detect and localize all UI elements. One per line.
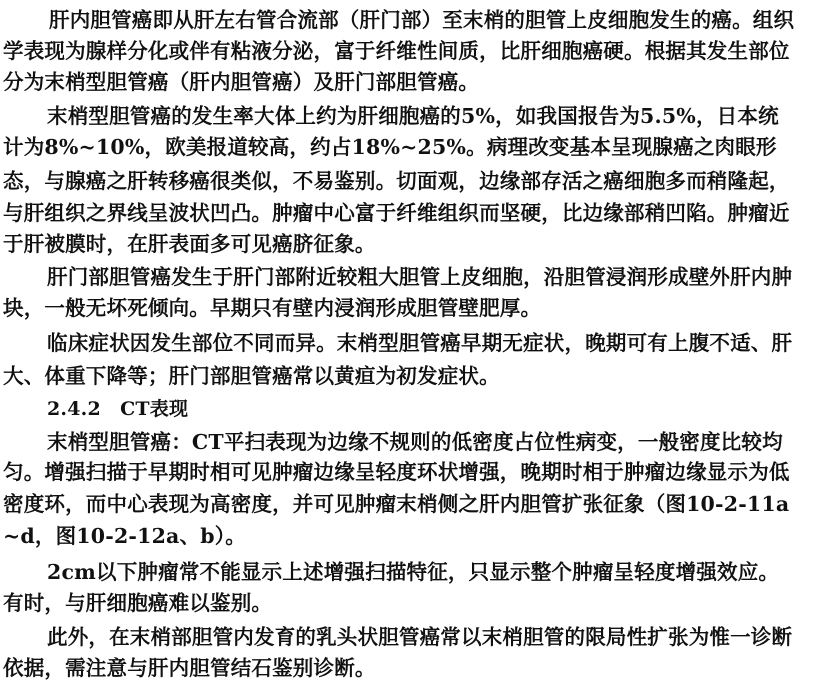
- text-line: 学表现为腺样分化或伴有粘液分泌，富于纤维性间质，比肝细胞癌硬。根据其发生部位: [3, 39, 790, 63]
- text-line: 末梢型胆管癌的发生率大体上约为肝细胞癌的5%，如我国报告为5.5%，日本统: [47, 104, 779, 128]
- text-line: ~d，图10-2-12a、b）。: [3, 524, 246, 548]
- text-line: 块，一般无坏死倾向。早期只有壁内浸润形成胆管壁肥厚。: [3, 296, 542, 320]
- text-line: 临床症状因发生部位不同而异。末梢型胆管癌早期无症状，晚期可有上腹不适、肝: [47, 331, 793, 355]
- text-line: 末梢型胆管癌：CT平扫表现为边缘不规则的低密度占位性病变，一般密度比较均: [47, 430, 783, 454]
- text-line: 与肝组织之界线呈波状凹凸。肿瘤中心富于纤维组织而坚硬，比边缘部稍凹陷。肿瘤近: [3, 201, 790, 225]
- text-line: 态，与腺癌之肝转移癌很类似，不易鉴别。切面观，边缘部存活之癌细胞多而稍隆起，: [3, 169, 790, 193]
- text-line: 密度环，而中心表现为高密度，并可见肿瘤末梢侧之肝内胆管扩张征象（图10-2-11a: [3, 492, 790, 516]
- section-heading: 2.4.2 CT表现: [47, 398, 189, 420]
- text-line: 依据，需注意与肝内胆管结石鉴别诊断。: [3, 656, 376, 680]
- text-line: 计为8%~10%，欧美报道较高，约占18%~25%。病理改变基本呈现腺癌之肉眼形: [3, 135, 777, 159]
- text-line: 大、体重下降等；肝门部胆管癌常以黄疸为初发症状。: [3, 364, 500, 388]
- text-line: 此外，在末梢部胆管内发育的乳头状胆管癌常以末梢胆管的限局性扩张为惟一诊断: [47, 625, 793, 649]
- text-line: 匀。增强扫描于早期时相可见肿瘤边缘呈轻度环状增强，晚期时相于肿瘤边缘显示为低: [3, 460, 790, 484]
- text-line: 于肝被膜时，在肝表面多可见癌脐征象。: [3, 232, 376, 256]
- text-line: 2cm以下肿瘤常不能显示上述增强扫描特征，只显示整个肿瘤呈轻度增强效应。: [47, 560, 780, 584]
- text-line: 肝门部胆管癌发生于肝门部附近较粗大胆管上皮细胞，沿胆管浸润形成壁外肝内肿: [47, 265, 793, 289]
- text-line: 分为末梢型胆管癌（肝内胆管癌）及肝门部胆管癌。: [3, 70, 480, 94]
- text-line: 肝内胆管癌即从肝左右管合流部（肝门部）至末梢的胆管上皮细胞发生的癌。组织: [49, 8, 795, 32]
- text-line: 有时，与肝细胞癌难以鉴别。: [3, 591, 273, 615]
